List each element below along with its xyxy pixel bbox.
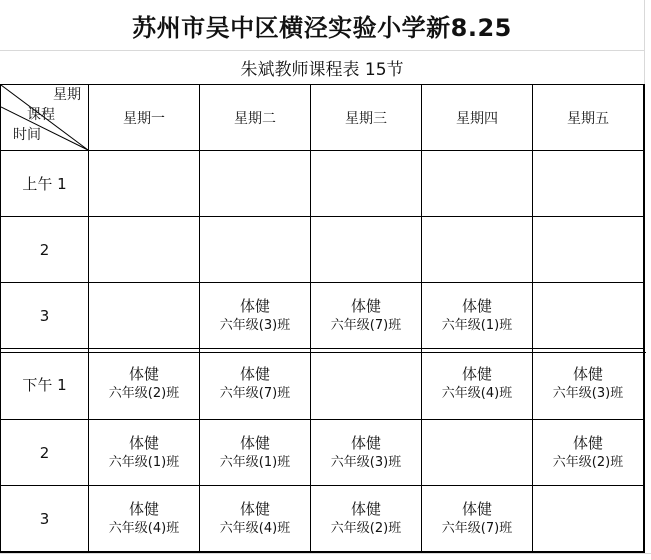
schedule-cell — [200, 420, 311, 486]
period-label: 下午 1 — [22, 375, 67, 394]
corner-label-course: 课程 — [27, 107, 55, 123]
schedule-cell — [533, 486, 644, 552]
subject-label: 体健 — [572, 365, 603, 383]
schedule-cell — [533, 217, 644, 283]
schedule-cell — [311, 283, 422, 349]
schedule-cell — [311, 349, 422, 420]
day-header — [533, 85, 644, 151]
period-label: 2 — [39, 240, 50, 259]
schedule-cell — [422, 420, 533, 486]
class-label: 六年级(1)班 — [219, 454, 291, 470]
class-label: 六年级(7)班 — [330, 317, 402, 333]
subject-label: 体健 — [350, 499, 381, 518]
bottom-strip — [0, 553, 651, 560]
period-label: 2 — [39, 443, 50, 462]
subject-label: 体健 — [239, 499, 270, 518]
period-label: 上午 1 — [22, 175, 67, 193]
schedule-cell — [311, 420, 422, 486]
schedule-cell — [89, 283, 200, 349]
school-title: 苏州市吴中区横泾实验小学新8.25 — [0, 0, 645, 50]
schedule-cell — [89, 420, 200, 486]
schedule-cell — [200, 217, 311, 283]
class-label: 六年级(4)班 — [219, 520, 291, 536]
day-header-label: 星期五 — [567, 110, 609, 127]
schedule-cell — [311, 217, 422, 283]
subject-label: 体健 — [572, 433, 603, 452]
schedule-cell — [422, 486, 533, 552]
schedule-cell — [200, 349, 311, 420]
class-label: 六年级(1)班 — [441, 317, 513, 333]
subject-label: 体健 — [128, 433, 159, 452]
period-label: 3 — [39, 509, 50, 528]
period-cell — [1, 283, 89, 349]
class-label: 六年级(7)班 — [219, 386, 291, 401]
corner-label-time: 时间 — [13, 127, 41, 143]
schedule-cell — [311, 151, 422, 217]
schedule-cell — [89, 151, 200, 217]
day-header — [200, 85, 311, 151]
subject-label: 体健 — [128, 365, 159, 383]
header-corner — [1, 85, 89, 151]
schedule-cell — [200, 486, 311, 552]
schedule-cell — [89, 217, 200, 283]
period-cell — [1, 420, 89, 486]
class-label: 六年级(3)班 — [219, 317, 291, 333]
schedule-cell — [311, 486, 422, 552]
period-cell — [1, 486, 89, 552]
timetable-grid — [0, 84, 645, 553]
class-label: 六年级(2)班 — [330, 520, 402, 536]
day-header-label: 星期三 — [345, 110, 387, 127]
subject-label: 体健 — [239, 365, 270, 383]
teacher-subtitle: 朱斌教师课程表 15节 — [0, 50, 645, 84]
subject-label: 体健 — [128, 499, 159, 518]
schedule-cell — [533, 151, 644, 217]
period-label: 3 — [39, 306, 50, 325]
period-cell — [1, 151, 89, 217]
subject-label: 体健 — [239, 296, 270, 315]
day-header — [89, 85, 200, 151]
day-header-label: 星期四 — [456, 110, 498, 127]
subject-label: 体健 — [350, 433, 381, 452]
class-label: 六年级(2)班 — [552, 454, 624, 470]
class-label: 六年级(3)班 — [330, 454, 402, 470]
subject-label: 体健 — [239, 433, 270, 452]
schedule-cell — [422, 217, 533, 283]
day-header — [422, 85, 533, 151]
schedule-cell — [422, 151, 533, 217]
class-label: 六年级(2)班 — [108, 386, 180, 401]
subject-label: 体健 — [461, 296, 492, 315]
schedule-cell — [200, 283, 311, 349]
period-cell — [1, 349, 89, 420]
schedule-cell — [422, 283, 533, 349]
schedule-cell — [422, 349, 533, 420]
schedule-cell — [200, 151, 311, 217]
schedule-cell — [89, 486, 200, 552]
schedule-cell — [533, 349, 644, 420]
schedule-cell — [89, 349, 200, 420]
subject-label: 体健 — [461, 365, 492, 383]
day-header-label: 星期一 — [123, 110, 165, 127]
class-label: 六年级(4)班 — [108, 520, 180, 536]
am-pm-separator — [1, 352, 646, 353]
subject-label: 体健 — [350, 296, 381, 315]
class-label: 六年级(1)班 — [108, 454, 180, 470]
day-header — [311, 85, 422, 151]
day-header-label: 星期二 — [234, 110, 276, 127]
schedule-cell — [533, 283, 644, 349]
class-label: 六年级(4)班 — [441, 386, 513, 401]
class-label: 六年级(7)班 — [441, 520, 513, 536]
class-label: 六年级(3)班 — [552, 386, 624, 401]
period-cell — [1, 217, 89, 283]
corner-label-day: 星期 — [53, 87, 81, 103]
subject-label: 体健 — [461, 499, 492, 518]
schedule-cell — [533, 420, 644, 486]
